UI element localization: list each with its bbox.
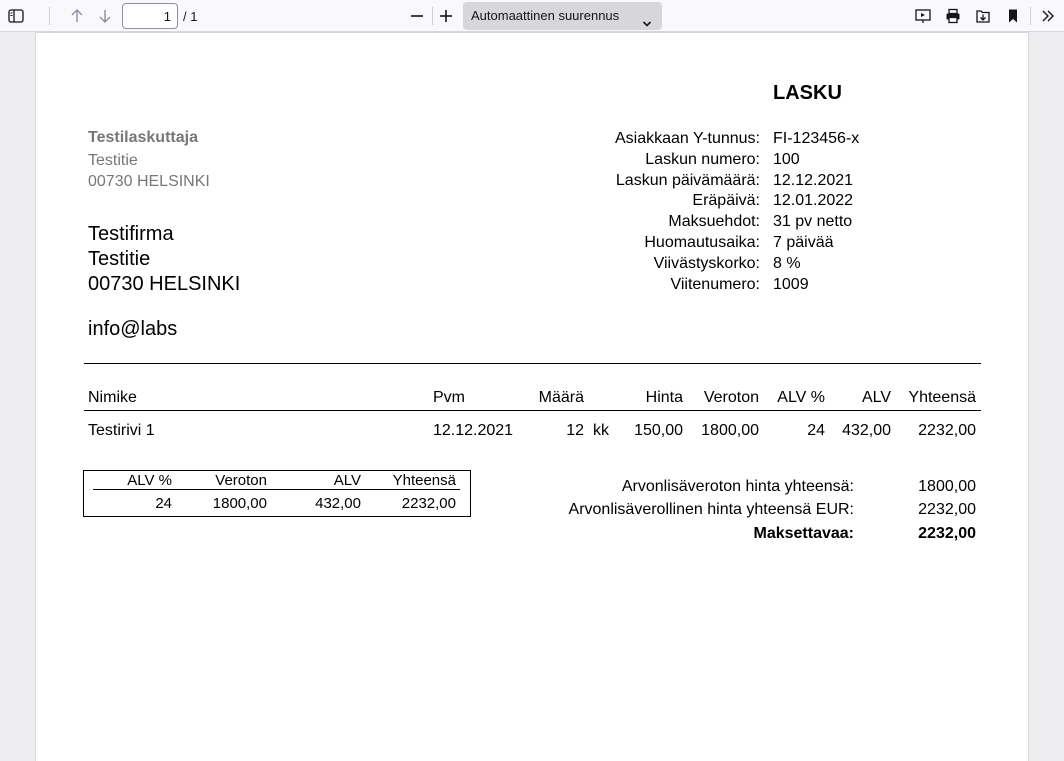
- meta-label: Viivästyskorko:: [653, 255, 760, 272]
- recipient-email: info@labs: [88, 318, 178, 340]
- meta-value: 8 %: [773, 255, 801, 272]
- col-header-date: Pvm: [433, 389, 465, 406]
- bookmark-icon[interactable]: [1001, 4, 1025, 28]
- print-icon[interactable]: [941, 4, 965, 28]
- total-gross-value: 2232,00: [918, 501, 976, 518]
- amount-due-value: 2232,00: [918, 525, 976, 542]
- recipient-city: 00730 HELSINKI: [88, 273, 241, 295]
- amount-due-label: Maksettavaa:: [753, 525, 854, 542]
- meta-value: 12.01.2022: [773, 192, 854, 209]
- row-qty: 12: [566, 422, 584, 439]
- meta-value: 7 päivää: [773, 234, 834, 251]
- col-header-net: Veroton: [703, 389, 759, 406]
- save-icon[interactable]: [971, 4, 995, 28]
- meta-label: Eräpäivä:: [692, 192, 760, 209]
- meta-label: Viitenumero:: [670, 276, 760, 293]
- total-gross-label: Arvonlisäverollinen hinta yhteensä EUR:: [568, 501, 854, 518]
- row-vat: 432,00: [842, 422, 891, 439]
- vat-row-vat: 432,00: [315, 495, 361, 512]
- meta-label: Maksuehdot:: [668, 213, 760, 230]
- sender-city: 00730 HELSINKI: [88, 173, 210, 190]
- page-number-input[interactable]: [122, 3, 178, 29]
- col-header-price: Hinta: [645, 389, 683, 406]
- meta-value: FI-123456-x: [773, 130, 860, 147]
- double-chevron-right-icon[interactable]: [1036, 4, 1060, 28]
- vat-divider: [93, 489, 460, 490]
- invoice-page: [36, 33, 1028, 761]
- row-total: 2232,00: [918, 422, 976, 439]
- sender-street: Testitie: [88, 152, 138, 169]
- vat-row-net: 1800,00: [212, 495, 267, 512]
- meta-label: Laskun päivämäärä:: [615, 172, 760, 189]
- zoom-out-icon[interactable]: [405, 4, 429, 28]
- vat-summary-box: [83, 470, 471, 517]
- col-header-item: Nimike: [88, 389, 137, 406]
- vat-header-pct: ALV %: [127, 472, 172, 489]
- invoice-title: LASKU: [773, 82, 842, 104]
- zoom-in-icon[interactable]: [434, 4, 458, 28]
- col-header-total: Yhteensä: [908, 389, 976, 406]
- zoom-select-value: Automaattinen suurennus: [471, 8, 620, 23]
- vat-header-total: Yhteensä: [392, 472, 456, 489]
- sender-name: Testilaskuttaja: [88, 129, 198, 146]
- page-total-label: / 1: [183, 9, 198, 24]
- recipient-street: Testitie: [88, 248, 151, 270]
- vat-header-net: Veroton: [215, 472, 267, 489]
- arrow-up-icon[interactable]: [65, 4, 89, 28]
- toolbar-separator: [432, 7, 433, 25]
- vat-row-total: 2232,00: [401, 495, 456, 512]
- col-header-vat: ALV: [861, 389, 891, 406]
- sidebar-toggle-icon[interactable]: [4, 4, 28, 28]
- vat-header-vat: ALV: [333, 472, 361, 489]
- total-net-label: Arvonlisäveroton hinta yhteensä:: [621, 478, 854, 495]
- row-item: Testirivi 1: [88, 422, 155, 439]
- total-net-value: 1800,00: [918, 478, 976, 495]
- presentation-icon[interactable]: [911, 4, 935, 28]
- meta-value: 1009: [773, 276, 809, 293]
- row-vat-pct: 24: [807, 422, 825, 439]
- toolbar-separator: [49, 7, 50, 25]
- row-date: 12.12.2021: [433, 422, 514, 439]
- meta-value: 100: [773, 151, 800, 168]
- meta-label: Huomautusaika:: [644, 234, 760, 251]
- toolbar-separator: [1030, 7, 1031, 25]
- meta-label: Asiakkaan Y-tunnus:: [615, 130, 760, 147]
- meta-value: 12.12.2021: [773, 172, 854, 189]
- pdf-toolbar: [0, 0, 1064, 32]
- zoom-select[interactable]: [463, 2, 662, 30]
- row-unit: kk: [593, 422, 609, 439]
- row-price: 150,00: [634, 422, 683, 439]
- col-header-vat-pct: ALV %: [777, 389, 825, 406]
- divider: [84, 410, 981, 411]
- arrow-down-icon[interactable]: [93, 4, 117, 28]
- meta-value: 31 pv netto: [773, 213, 853, 230]
- vat-row-pct: 24: [155, 495, 172, 512]
- divider: [84, 363, 981, 364]
- meta-label: Laskun numero:: [645, 151, 760, 168]
- recipient-name: Testifirma: [88, 223, 174, 245]
- col-header-qty: Määrä: [538, 389, 584, 406]
- row-net: 1800,00: [701, 422, 759, 439]
